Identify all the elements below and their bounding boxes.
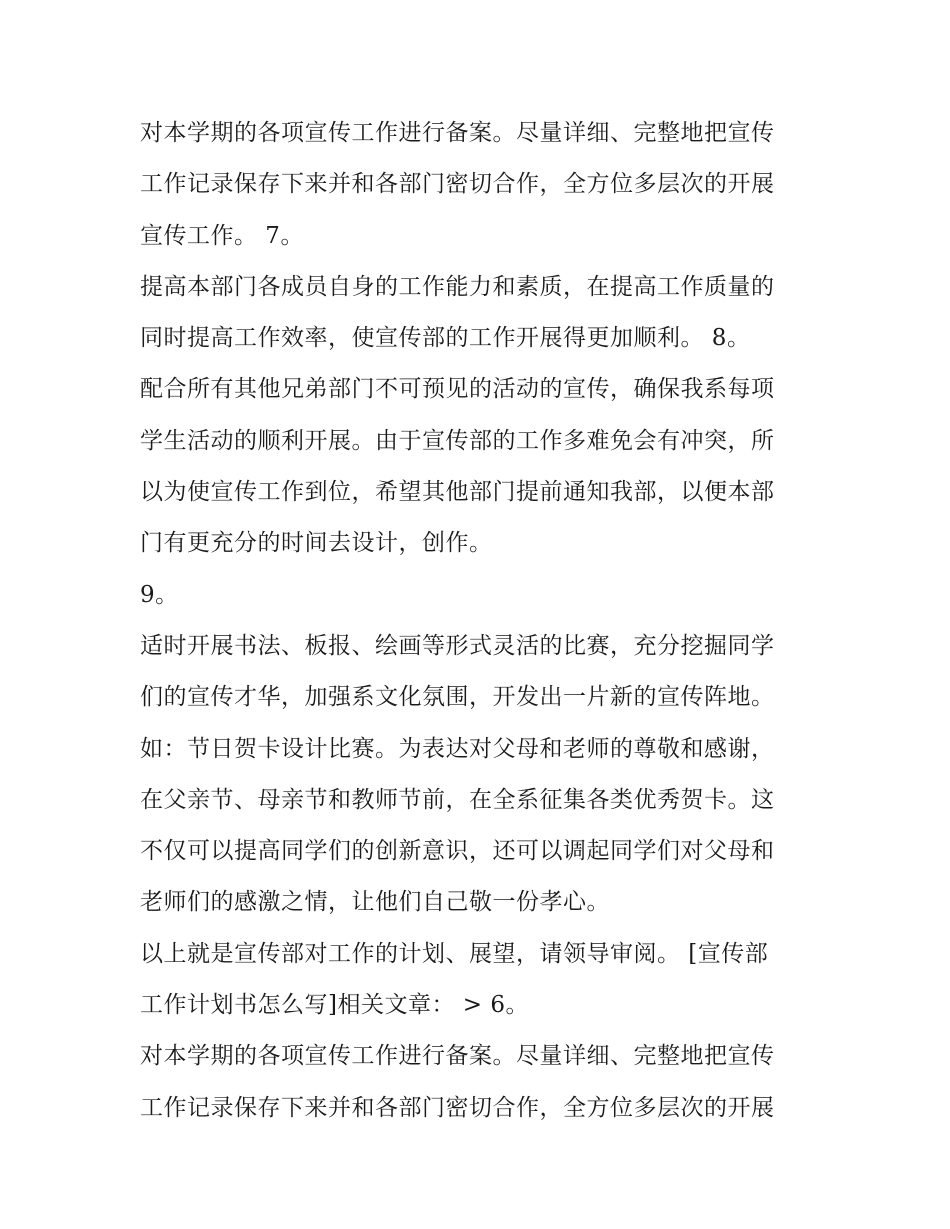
text-line: 老师们的感激之情，让他们自己敬一份孝心。 (140, 889, 610, 916)
text-line: 不仅可以提高同学们的创新意识，还可以调起同学们对父母和 (140, 838, 775, 865)
text-line: 对本学期的各项宣传工作进行备案。尽量详细、完整地把宣传 (140, 120, 775, 146)
text-line: 适时开展书法、板报、绘画等形式灵活的比赛，充分挖掘同学 (140, 632, 775, 659)
text-line: 对本学期的各项宣传工作进行备案。尽量详细、完整地把宣传 (140, 1043, 775, 1070)
text-line: 工作计划书怎么写]相关文章： > 6。 (140, 992, 529, 1019)
text-line: 以上就是宣传部对工作的计划、展望，请领导审阅。 [宣传部 (140, 940, 769, 967)
text-line: 工作记录保存下来并和各部门密切合作，全方位多层次的开展 (140, 171, 775, 198)
document-body (140, 108, 820, 1134)
text-line: 在父亲节、母亲节和教师节前，在全系征集各类优秀贺卡。这 (140, 786, 775, 813)
text-line: 如：节日贺卡设计比赛。为表达对父母和老师的尊敬和感谢， (140, 735, 775, 762)
text-line: 工作记录保存下来并和各部门密切合作，全方位多层次的开展 (140, 1094, 775, 1121)
text-line: 宣传工作。 7。 (140, 222, 304, 249)
text-line: 学生活动的顺利开展。由于宣传部的工作多难免会有冲突，所 (140, 427, 775, 454)
text-line: 9。 (140, 581, 179, 608)
text-line: 配合所有其他兄弟部门不可预见的活动的宣传，确保我系每项 (140, 376, 775, 403)
text-line: 门有更充分的时间去设计，创作。 (140, 530, 493, 557)
text-line: 同时提高工作效率，使宣传部的工作开展得更加顺利。 8。 (140, 325, 751, 352)
text-line: 们的宣传才华，加强系文化氛围，开发出一片新的宣传阵地。 (140, 684, 775, 711)
text-line: 提高本部门各成员自身的工作能力和素质，在提高工作质量的 (140, 273, 775, 300)
text-line: 以为使宣传工作到位，希望其他部门提前通知我部，以便本部 (140, 479, 775, 506)
